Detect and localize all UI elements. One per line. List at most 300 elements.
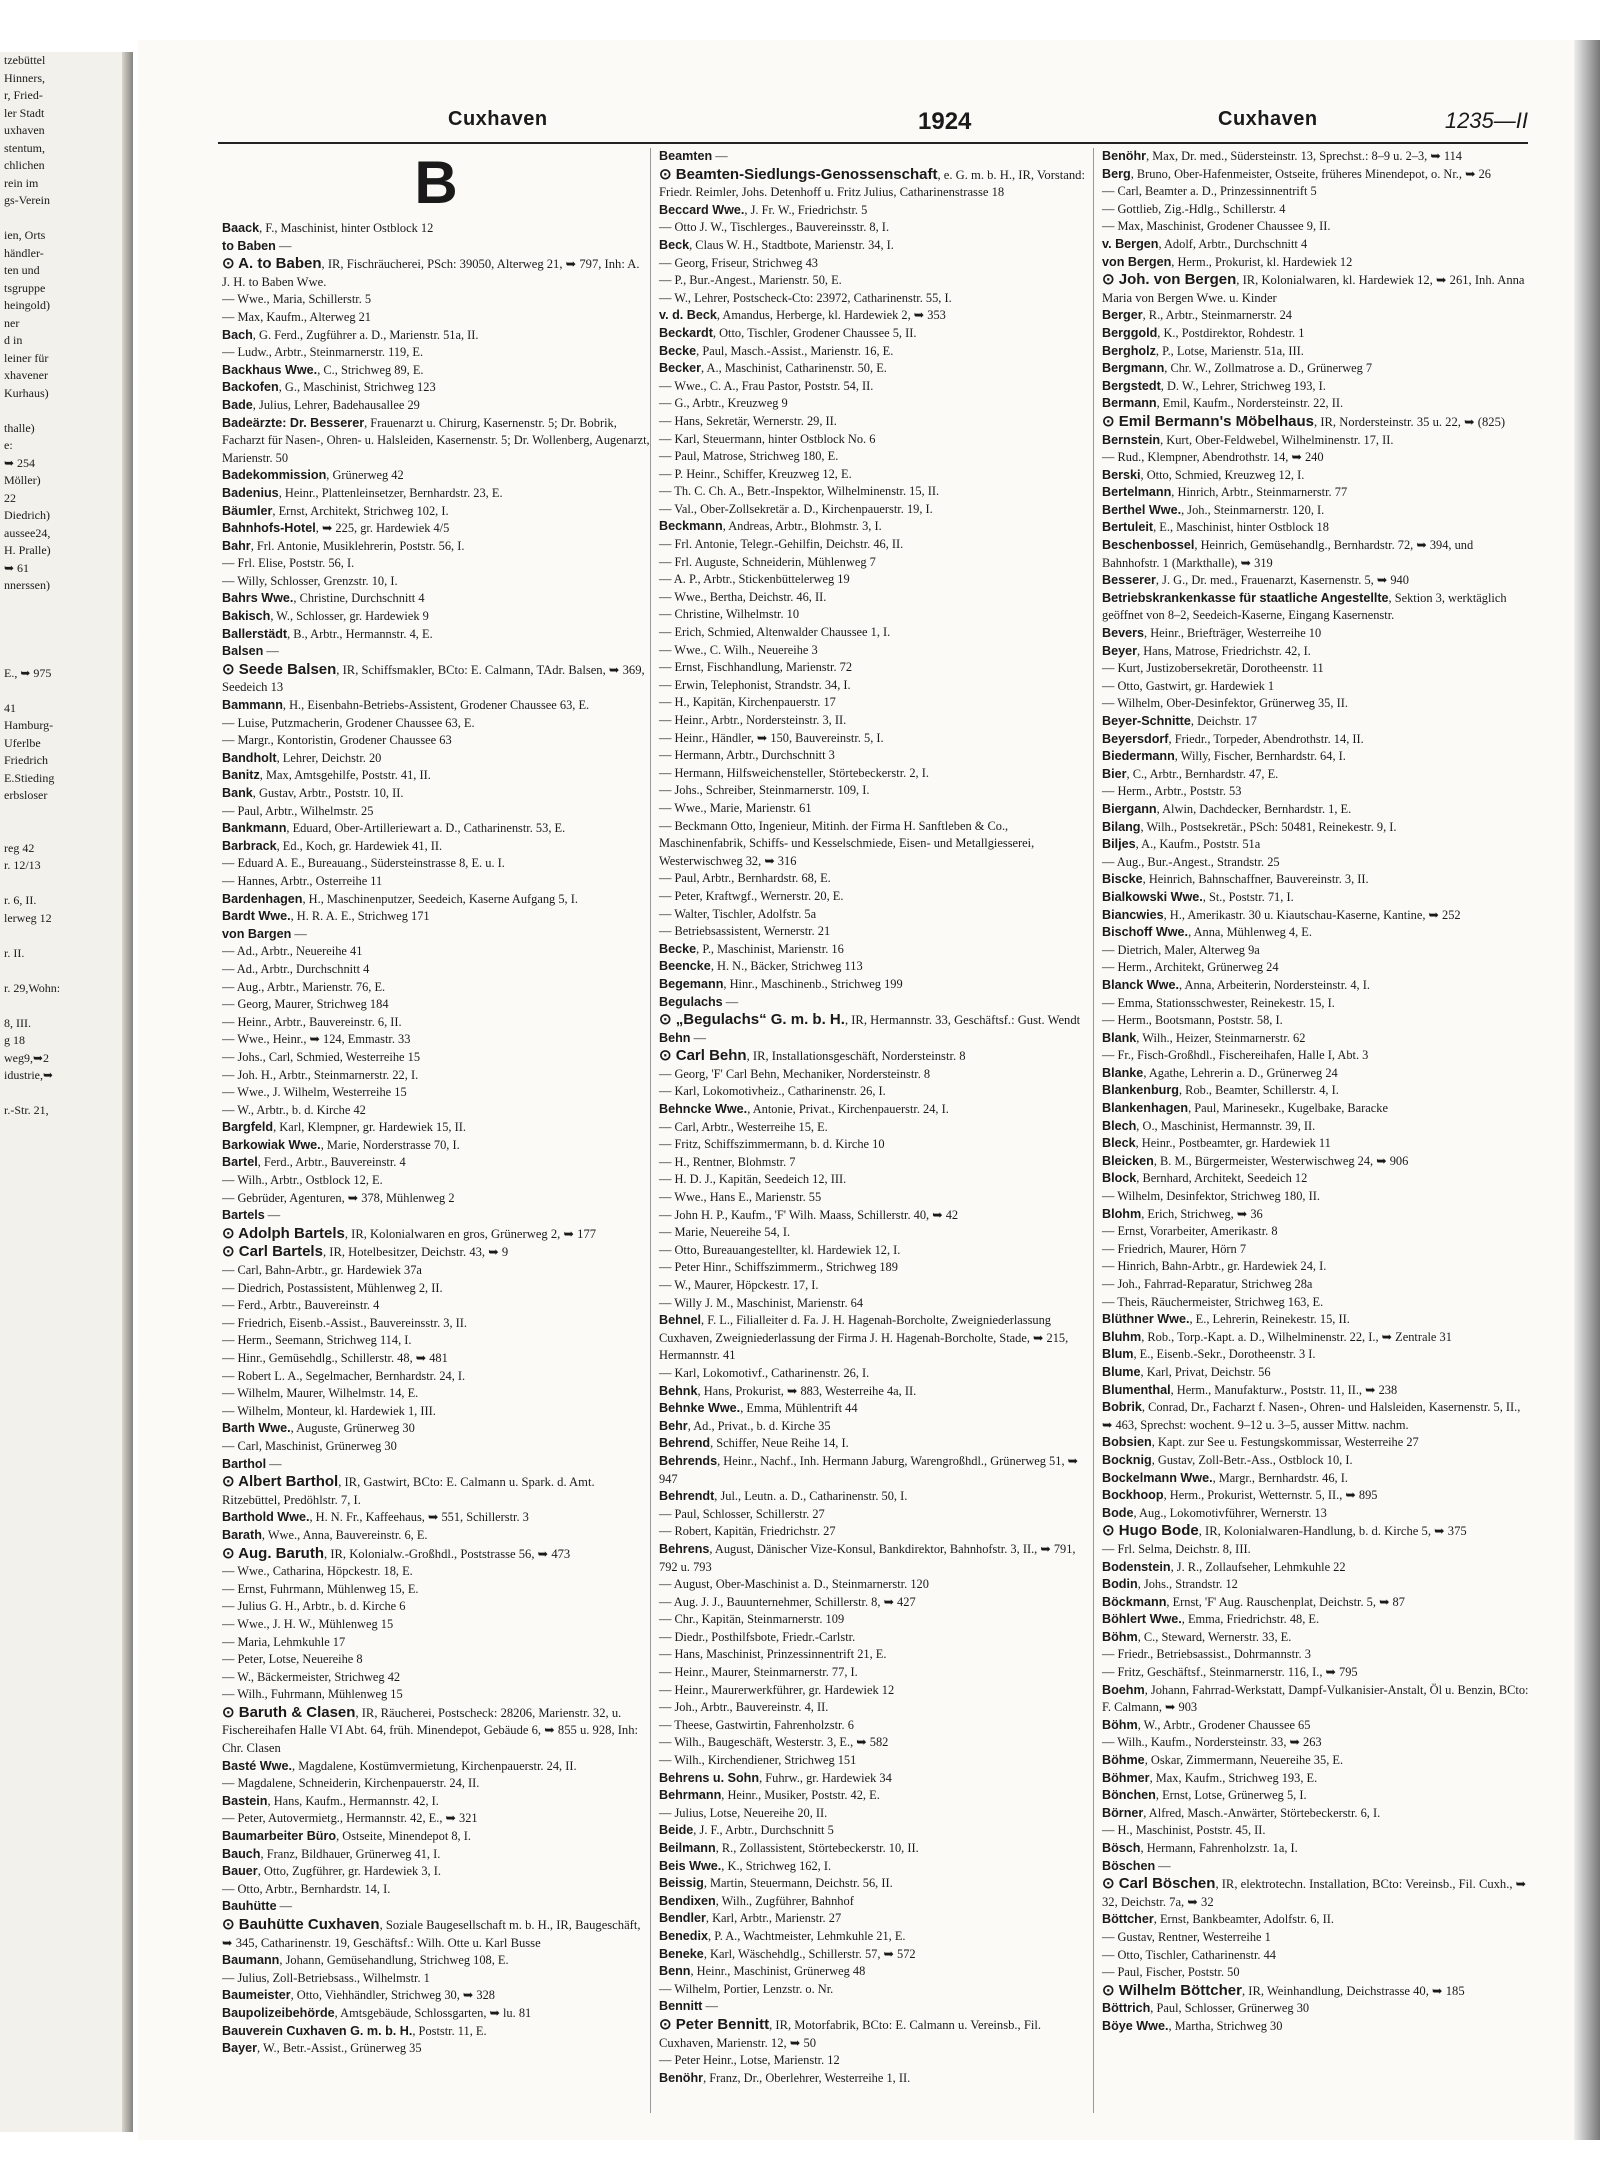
directory-entry: — Hans, Sekretär, Wernerstr. 29, II. <box>659 413 837 428</box>
directory-entry: Becke, Paul, Masch.-Assist., Marienstr. 16, E. <box>659 343 894 358</box>
directory-entry: Bockhoop, Herm., Prokurist, Wetternstr. 5, II., ➥ 895 <box>1102 1488 1378 1503</box>
directory-entry: — Fritz, Schiffszimmermann, b. d. Kirche 10 <box>659 1137 885 1152</box>
directory-entry: — Aug., Bur.-Angest., Strandstr. 25 <box>1102 854 1280 869</box>
directory-entry: — Wilhelm, Ober-Desinfektor, Grünerweg 35, II. <box>1102 696 1348 711</box>
directory-entry: — Hermann, Hilfsweichensteller, Störtebeckerstr. 2, I. <box>659 765 929 780</box>
facing-page-fragment: E.Stieding <box>4 770 55 785</box>
directory-entry: Bluhm, Rob., Torp.-Kapt. a. D., Wilhelminenstr. 22, I., ➥ Zentrale 31 <box>1102 1329 1452 1344</box>
directory-entry: — Paul, Schlosser, Schillerstr. 27 <box>659 1506 825 1521</box>
directory-entry: — H. D. J., Kapitän, Seedeich 12, III. <box>659 1172 847 1187</box>
directory-entry: Bialkowski Wwe., St., Poststr. 71, I. <box>1102 889 1294 904</box>
directory-entry: — Walter, Tischler, Adolfstr. 5a <box>659 906 817 921</box>
directory-entry: — Gebrüder, Agenturen, ➥ 378, Mühlenweg 2 <box>222 1190 455 1205</box>
directory-entry: Bevers, Heinr., Briefträger, Westerreihe 10 <box>1102 626 1322 641</box>
facing-page-fragment <box>0 1085 132 1103</box>
directory-entry: — Aug. J. J., Bauunternehmer, Schillerstr. 8, ➥ 427 <box>659 1594 916 1609</box>
column-3 <box>1093 148 1530 2113</box>
directory-entry: — Th. C. Ch. A., Betr.-Inspektor, Wilhelminenstr. 15, II. <box>659 484 940 499</box>
facing-page-fragment <box>0 612 132 630</box>
facing-page-fragment: Uferlbe <box>4 735 41 750</box>
directory-entry: Biancwies, H., Amerikastr. 30 u. Kiautschau-Kaserne, Kantine, ➥ 252 <box>1102 907 1461 922</box>
directory-entry: — Robert L. A., Segelmacher, Bernhardstr. 24, I. <box>222 1368 466 1383</box>
facing-page-fragment: uxhaven <box>4 123 45 137</box>
directory-entry: Benn, Heinr., Maschinist, Grünerweg 48 <box>659 1964 866 1979</box>
firm-listing: ⊙ Carl Bartels, IR, Hotelbesitzer, Deichstr. 43, ➥ 9 <box>222 1243 509 1261</box>
directory-entry: — Otto, Gastwirt, gr. Hardewiek 1 <box>1102 678 1275 693</box>
directory-entry: — Georg, Friseur, Strichweg 43 <box>659 255 818 270</box>
facing-page-fragment: thalle) <box>4 420 35 435</box>
directory-entry: Behrens, August, Dänischer Vize-Konsul, Bankdirektor, Bahnhofstr. 3, II., ➥ 791, 792 u. 793 <box>659 1541 1076 1574</box>
directory-entry: — Julius, Lotse, Neuereihe 20, II. <box>659 1805 828 1820</box>
directory-entry: — Wilh., Fuhrmann, Mühlenweg 15 <box>222 1687 403 1702</box>
directory-entry: Barthold Wwe., H. N. Fr., Kaffeehaus, ➥ 551, Schillerstr. 3 <box>222 1510 529 1525</box>
facing-page-fragment: ien, Orts <box>4 228 46 242</box>
column-2 <box>650 148 1087 2113</box>
directory-entry: — W., Lehrer, Postscheck-Cto: 23972, Catharinenstr. 55, I. <box>659 290 952 305</box>
directory-entry: Biljes, A., Kaufm., Poststr. 51a <box>1102 837 1261 852</box>
directory-entry: Bahrs Wwe., Christine, Durchschnitt 4 <box>222 591 425 606</box>
directory-entry: Boehm, Johann, Fahrrad-Werkstatt, Dampf-Vulkanisier-Anstalt, Öl u. Benzin, BCto: F. Calmann, ➥ 903 <box>1102 1682 1529 1715</box>
directory-entry: Beamten — <box>659 149 728 163</box>
facing-page-fragment: xhavener <box>4 368 48 382</box>
directory-entry: Berg, Bruno, Ober-Hafenmeister, Ostseite, früheres Minendepot, o. Nr., ➥ 26 <box>1102 166 1491 181</box>
facing-page-fragment: ten und <box>4 263 40 277</box>
directory-entry: — Carl, Bahn-Arbtr., gr. Hardewiek 37a <box>222 1263 422 1278</box>
directory-entry: Begulachs — <box>659 994 739 1009</box>
facing-page-fragment: gs-Verein <box>4 193 50 207</box>
directory-entry: — Friedrich, Maurer, Hörn 7 <box>1102 1241 1247 1256</box>
directory-entry: — Emma, Stationsschwester, Reinekestr. 15, I. <box>1102 995 1335 1010</box>
directory-entry: Börner, Alfred, Masch.-Anwärter, Störtebeckerstr. 6, I. <box>1102 1805 1381 1820</box>
facing-page-fragment: Kurhaus) <box>4 385 49 400</box>
directory-entry: Becker, A., Maschinist, Catharinenstr. 50, E. <box>659 361 887 376</box>
firm-listing: ⊙ Seede Balsen, IR, Schiffsmakler, BCto: E. Calmann, TAdr. Balsen, ➥ 369, Seedeich 13 <box>222 660 645 695</box>
directory-entry: Behrend, Schiffer, Neue Reihe 14, I. <box>659 1436 849 1451</box>
directory-entry: Baack, F., Maschinist, hinter Ostblock 12 <box>222 221 434 235</box>
directory-entry: Blankenburg, Rob., Beamter, Schillerstr. 4, I. <box>1102 1083 1339 1098</box>
directory-entry: Böschen — <box>1102 1858 1171 1873</box>
facing-page-fragment <box>0 210 132 228</box>
directory-entry: — H., Maschinist, Poststr. 45, II. <box>1102 1823 1266 1838</box>
firm-listing: ⊙ Carl Böschen, IR, elektrotechn. Installation, BCto: Vereinsb., Fil. Cuxh., ➥ 32, Deichstr. 7a, ➥ 32 <box>1102 1875 1527 1909</box>
directory-entry: Bastein, Hans, Kaufm., Hermannstr. 42, I. <box>222 1793 439 1808</box>
directory-entry: — Gottlieb, Zig.-Hdlg., Schillerstr. 4 <box>1102 201 1286 216</box>
directory-entry: — Julius G. H., Arbtr., b. d. Kirche 6 <box>222 1599 406 1614</box>
directory-entry: — Margr., Kontoristin, Grodener Chaussee 63 <box>222 733 452 748</box>
directory-entry: — Ernst, Fuhrmann, Mühlenweg 15, E. <box>222 1581 419 1596</box>
directory-entry: — Diedrich, Postassistent, Mühlenweg 2, II. <box>222 1280 443 1295</box>
firm-listing: ⊙ Adolph Bartels, IR, Kolonialwaren en gros, Grünerweg 2, ➥ 177 <box>222 1224 597 1242</box>
directory-entry: Benöhr, Max, Dr. med., Südersteinstr. 13, Sprechst.: 8–9 u. 2–3, ➥ 114 <box>1102 149 1462 163</box>
directory-entry: — Johs., Carl, Schmied, Westerreihe 15 <box>222 1049 421 1064</box>
directory-entry: Barbrack, Ed., Koch, gr. Hardewiek 41, II. <box>222 838 443 853</box>
directory-entry: Beschenbossel, Heinrich, Gemüsehandlg., Bernhardstr. 72, ➥ 394, und Bahnhofstr. 1 (Markthalle), ➥ 319 <box>1102 538 1474 570</box>
directory-entry: — Wwe., J. H. W., Mühlenweg 15 <box>222 1616 394 1631</box>
facing-page-fragment: H. Pralle) <box>4 543 51 557</box>
directory-page <box>138 40 1588 2140</box>
directory-entry: — Peter Heinr., Lotse, Marienstr. 12 <box>659 2053 840 2068</box>
directory-entry: — Heinr., Maurer, Steinmarnerstr. 77, I. <box>659 1665 858 1680</box>
facing-page-fragment <box>0 647 132 665</box>
firm-listing: ⊙ Bauhütte Cuxhaven, Soziale Baugesellschaft m. b. H., IR, Baugeschäft, ➥ 345, Catharinenstr. 19, Geschäftsf.: Wilh. Otte u. Karl Busse <box>222 1916 641 1950</box>
directory-entry: — Frl. Selma, Deichstr. 8, III. <box>1102 1541 1251 1556</box>
facing-page-fragment: ler Stadt <box>4 105 45 120</box>
directory-entry: Bodin, Johs., Strandstr. 12 <box>1102 1577 1238 1592</box>
directory-entry: — Wilhelm, Monteur, kl. Hardewiek 1, III. <box>222 1403 436 1418</box>
directory-entry: v. Bergen, Adolf, Arbtr., Durchschnitt 4 <box>1102 236 1308 251</box>
directory-entry: Beccard Wwe., J. Fr. W., Friedrichstr. 5 <box>659 202 868 217</box>
facing-page-fragment <box>0 822 132 840</box>
facing-page-fragment: 22 <box>4 490 16 505</box>
directory-entry: — Ferd., Arbtr., Bauvereinstr. 4 <box>222 1298 380 1313</box>
directory-entry: — Paul, Fischer, Poststr. 50 <box>1102 1965 1240 1980</box>
directory-entry: — Erwin, Telephonist, Strandstr. 34, I. <box>659 677 851 692</box>
directory-entry: Berski, Otto, Schmied, Kreuzweg 12, I. <box>1102 467 1305 482</box>
facing-page-fragment <box>0 595 132 613</box>
directory-entry: Bauhütte — <box>222 1899 293 1914</box>
directory-entry: Blanke, Agathe, Lehrerin a. D., Grünerweg 24 <box>1102 1065 1338 1080</box>
directory-entry: — Ludw., Arbtr., Steinmarnerstr. 119, E. <box>222 345 424 360</box>
directory-entry: Benöhr, Franz, Dr., Oberlehrer, Westerreihe 1, II. <box>659 2070 911 2085</box>
directory-entry: — Georg, 'F' Carl Behn, Mechaniker, Nordersteinstr. 8 <box>659 1066 931 1081</box>
directory-entry: Bockelmann Wwe., Margr., Bernhardstr. 46, I. <box>1102 1470 1348 1485</box>
directory-entry: — Ernst, Vorarbeiter, Amerikastr. 8 <box>1102 1224 1278 1239</box>
directory-entry: Bammann, H., Eisenbahn-Betriebs-Assistent, Grodener Chaussee 63, E. <box>222 698 590 713</box>
directory-entry: — G., Arbtr., Kreuzweg 9 <box>659 396 788 411</box>
directory-entry: — Otto J. W., Tischlerges., Bauvereinsstr. 8, I. <box>659 220 890 235</box>
directory-entry: Beckardt, Otto, Tischler, Grodener Chaussee 5, II. <box>659 325 917 340</box>
directory-entry: Bergmann, Chr. W., Zollmatrose a. D., Grünerweg 7 <box>1102 361 1373 376</box>
facing-page-fragment: ner <box>4 315 20 330</box>
directory-entry: — Heinr., Arbtr., Nordersteinstr. 3, II. <box>659 713 847 727</box>
directory-entry: — Fritz, Geschäftsf., Steinmarnerstr. 116, I., ➥ 795 <box>1102 1665 1358 1680</box>
directory-entry: Beissig, Martin, Steuermann, Deichstr. 56, II. <box>659 1876 893 1891</box>
facing-page-fragment: reg 42 <box>4 840 35 855</box>
directory-entry: Böhm, C., Steward, Wernerstr. 33, E. <box>1102 1629 1292 1644</box>
facing-page-fragment <box>0 402 132 420</box>
directory-entry: Bakisch, W., Schlosser, gr. Hardewiek 9 <box>222 609 429 624</box>
directory-entry: Bayer, W., Betr.-Assist., Grünerweg 35 <box>222 2041 422 2056</box>
directory-entry: Bischoff Wwe., Anna, Mühlenweg 4, E. <box>1102 925 1312 940</box>
directory-entry: — Heinr., Maurerwerkführer, gr. Hardewiek 12 <box>659 1682 895 1697</box>
directory-entry: — Joh., Fahrrad-Reparatur, Strichweg 28a <box>1102 1277 1313 1291</box>
directory-entry: — Chr., Kapitän, Steinmarnerstr. 109 <box>659 1612 845 1627</box>
directory-entry: — Herm., Seemann, Strichweg 114, I. <box>222 1333 412 1348</box>
facing-page-fragment: d in <box>4 333 23 347</box>
directory-entry: Blech, O., Maschinist, Hermannstr. 39, II. <box>1102 1118 1316 1133</box>
directory-entry: — H., Kapitän, Kirchenpauerstr. 17 <box>659 695 836 710</box>
directory-entry: — A. P., Arbtr., Stickenbüttelerweg 19 <box>659 572 850 587</box>
directory-entry: Bade, Julius, Lehrer, Badehausallee 29 <box>222 397 420 412</box>
directory-entry: Berthel Wwe., Joh., Steinmarnerstr. 120, I. <box>1102 502 1325 517</box>
directory-entry: Bleicken, B. M., Bürgermeister, Westerwischweg 24, ➥ 906 <box>1102 1153 1409 1168</box>
directory-entry: — Theis, Räuchermeister, Strichweg 163, E. <box>1102 1294 1324 1309</box>
directory-entry: — Otto, Tischler, Catharinenstr. 44 <box>1102 1947 1276 1962</box>
facing-page-fragment: weg9,➥2 <box>4 1050 50 1065</box>
directory-entry: — Beckmann Otto, Ingenieur, Mitinh. der Firma H. Sanftleben & Co., Maschinenfabrik, Schiffs- und Kesselschmiede, Eisen- und Metallgiesserei, Westerwischweg 32, ➥ 316 <box>659 818 1035 868</box>
facing-page-fragment: r.-Str. 21, <box>4 1103 49 1117</box>
directory-entry: — Peter, Autovermietg., Hermannstr. 42, E., ➥ 321 <box>222 1811 478 1826</box>
directory-entry: — Ernst, Fischhandlung, Marienstr. 72 <box>659 660 853 675</box>
facing-page-fragment: r. 29,Wohn: <box>4 980 61 995</box>
firm-listing: ⊙ Aug. Baruth, IR, Kolonialw.-Großhdl., Poststrasse 56, ➥ 473 <box>222 1544 571 1562</box>
directory-entry: Bergstedt, D. W., Lehrer, Strichweg 193, I. <box>1102 378 1326 393</box>
directory-entry: Badekommission, Grünerweg 42 <box>222 468 404 483</box>
directory-entry: — W., Maurer, Höpckestr. 17, I. <box>659 1278 819 1292</box>
directory-entry: — Carl, Arbtr., Westerreihe 15, E. <box>659 1119 828 1134</box>
directory-entry: — Wilhelm, Desinfektor, Strichweg 180, II. <box>1102 1189 1320 1204</box>
directory-entry: — Herm., Bootsmann, Poststr. 58, I. <box>1102 1013 1283 1028</box>
directory-entry: Bäumler, Ernst, Architekt, Strichweg 102, I. <box>222 503 449 518</box>
facing-page-fragment <box>0 875 132 893</box>
header-city-right: Cuxhaven <box>1218 108 1318 130</box>
header-page-number: 1235—II <box>1444 108 1528 133</box>
directory-entry: — Luise, Putzmacherin, Grodener Chaussee 63, E. <box>222 715 475 730</box>
directory-entry: — Betriebsassistent, Wernerstr. 21 <box>659 924 831 939</box>
directory-entry: Behrendt, Jul., Leutn. a. D., Catharinenstr. 50, I. <box>659 1489 908 1504</box>
directory-entry: — Robert, Kapitän, Friedrichstr. 27 <box>659 1524 836 1539</box>
directory-entry: Bank, Gustav, Arbtr., Poststr. 10, II. <box>222 786 404 800</box>
directory-entry: — Frl. Antonie, Telegr.-Gehilfin, Deichstr. 46, II. <box>659 537 904 552</box>
directory-entry: Böckmann, Ernst, 'F' Aug. Rauschenplat, Deichstr. 5, ➥ 87 <box>1102 1594 1405 1609</box>
directory-entry: Bargfeld, Karl, Klempner, gr. Hardewiek 15, II. <box>222 1120 466 1135</box>
directory-entry: Böttrich, Paul, Schlosser, Grünerweg 30 <box>1102 2001 1310 2016</box>
directory-entry: Beckmann, Andreas, Arbtr., Blohmstr. 3, I. <box>659 519 882 534</box>
directory-entry: Backofen, G., Maschinist, Strichweg 123 <box>222 380 436 395</box>
directory-entry: Behncke Wwe., Antonie, Privat., Kirchenpauerstr. 24, I. <box>659 1102 949 1117</box>
facing-page-fragment: aussee24, <box>4 525 51 540</box>
directory-entry: — Wwe., Marie, Marienstr. 61 <box>659 800 812 815</box>
directory-entry: Böhlert Wwe., Emma, Friedrichstr. 48, E. <box>1102 1612 1320 1627</box>
directory-entry: Bendler, Karl, Arbtr., Marienstr. 27 <box>659 1911 842 1926</box>
firm-listing: ⊙ Joh. von Bergen, IR, Kolonialwaren, kl. Hardewiek 12, ➥ 261, Inh. Anna Maria von Bergen Wwe. u. Kinder <box>1102 271 1525 305</box>
directory-entry: Beencke, H. N., Bäcker, Strichweg 113 <box>659 959 863 974</box>
facing-page-fragment: Friedrich <box>4 753 48 767</box>
directory-entry: — Wwe., C. Wilh., Neuereihe 3 <box>659 642 818 657</box>
section-letter: B <box>414 149 458 216</box>
firm-listing: ⊙ Hugo Bode, IR, Kolonialwaren-Handlung, b. d. Kirche 5, ➥ 375 <box>1102 1522 1467 1540</box>
header-city-left: Cuxhaven <box>448 108 548 130</box>
facing-page-fragment: 8, III. <box>4 1015 31 1030</box>
directory-entry: Beck, Claus W. H., Stadtbote, Marienstr. 34, I. <box>659 237 894 252</box>
directory-entry: — Karl, Lokomotivheiz., Catharinenstr. 26, I. <box>659 1084 886 1099</box>
directory-entry: — Eduard A. E., Bureauang., Südersteinstrasse 8, E. u. I. <box>222 856 505 871</box>
directory-entry: Becke, P., Maschinist, Marienstr. 16 <box>659 941 844 956</box>
directory-entry: Badeärzte: Dr. Besserer, Frauenarzt u. Chirurg, Kasernenstr. 5; Dr. Bobrik, Facharzt für Nasen-, Ohren- u. Halsleiden, Kasernenstr. 5; Dr. Wollenberg, Augenarzt, Marienstr. 50 <box>222 415 650 465</box>
directory-entry: — Wwe., C. A., Frau Pastor, Poststr. 54, II. <box>659 378 874 393</box>
facing-page-fragment: g 18 <box>4 1033 25 1047</box>
directory-entry: — Fr., Fisch-Großhdl., Fischereihafen, Halle I, Abt. 3 <box>1102 1048 1369 1063</box>
directory-entry: Böhm, W., Arbtr., Grodener Chaussee 65 <box>1102 1717 1311 1732</box>
directory-entry: — Theese, Gastwirtin, Fahrenholzstr. 6 <box>659 1717 854 1732</box>
directory-entry: Bankmann, Eduard, Ober-Artilleriewart a. D., Catharinenstr. 53, E. <box>222 821 566 836</box>
directory-entry: Bennitt — <box>659 1999 718 2014</box>
directory-entry: Behnke Wwe., Emma, Mühlentrift 44 <box>659 1401 858 1416</box>
directory-entry: Böttcher, Ernst, Bankbeamter, Adolfstr. 6, II. <box>1102 1912 1334 1927</box>
directory-entry: Balsen — <box>222 644 279 659</box>
directory-entry: Behr, Ad., Privat., b. d. Kirche 35 <box>659 1418 831 1433</box>
facing-page-fragment <box>0 682 132 700</box>
directory-entry: — Wwe., Hans E., Marienstr. 55 <box>659 1190 822 1205</box>
directory-entry: Blumenthal, Herm., Manufakturw., Poststr. 11, II., ➥ 238 <box>1102 1382 1398 1397</box>
firm-listing: ⊙ Wilhelm Böttcher, IR, Weinhandlung, Deichstrasse 40, ➥ 185 <box>1102 1981 1465 1999</box>
directory-entry: — Johs., Schreiber, Steinmarnerstr. 109, I. <box>659 783 870 798</box>
directory-entry: Bertuleit, E., Maschinist, hinter Ostblock 18 <box>1102 520 1329 535</box>
directory-entry: von Bergen, Herm., Prokurist, kl. Hardewiek 12 <box>1102 254 1353 269</box>
directory-entry: — Hinr., Gemüsehdlg., Schillerstr. 48, ➥ 481 <box>222 1351 448 1365</box>
directory-entry: Benedix, P. A., Wachtmeister, Lehmkuhle 21, E. <box>659 1928 906 1943</box>
directory-entry: — Hermann, Arbtr., Durchschnitt 3 <box>659 748 835 763</box>
directory-entry: — Paul, Arbtr., Bernhardstr. 68, E. <box>659 871 831 886</box>
directory-entry: Blanck Wwe., Anna, Arbeiterin, Nordersteinstr. 4, I. <box>1102 977 1370 992</box>
directory-entry: Böhme, Oskar, Zimmermann, Neuereihe 35, E. <box>1102 1753 1344 1768</box>
directory-entry: Behrens u. Sohn, Fuhrw., gr. Hardewiek 34 <box>659 1770 892 1785</box>
facing-page-fragment: 41 <box>4 700 16 715</box>
firm-listing: ⊙ A. to Baben, IR, Fischräucherei, PSch: 39050, Alterweg 21, ➥ 797, Inh: A. J. H. to Baben Wwe. <box>222 255 640 289</box>
directory-entry: v. d. Beck, Amandus, Herberge, kl. Hardewiek 2, ➥ 353 <box>659 308 946 323</box>
directory-entry: — Wwe., Catharina, Höpckestr. 18, E. <box>222 1564 413 1579</box>
directory-entry: Baumeister, Otto, Viehhändler, Strichweg 30, ➥ 328 <box>222 1988 495 2003</box>
directory-entry: Bauverein Cuxhaven G. m. b. H., Poststr. 11, E. <box>222 2023 487 2038</box>
directory-entry: — Magdalene, Schneiderin, Kirchenpauerstr. 24, II. <box>222 1776 480 1791</box>
directory-entry: — Peter, Kraftwgf., Wernerstr. 20, E. <box>659 888 844 903</box>
directory-entry: Beneke, Karl, Wäschehdlg., Schillerstr. 57, ➥ 572 <box>659 1946 916 1961</box>
directory-entry: Bernstein, Kurt, Ober-Feldwebel, Wilhelminenstr. 17, II. <box>1102 432 1394 447</box>
directory-entry: von Bargen — <box>222 926 307 941</box>
directory-entry: Besserer, J. G., Dr. med., Frauenarzt, Kasernenstr. 5, ➥ 940 <box>1102 573 1409 588</box>
directory-entry: Bleck, Heinr., Postbeamter, gr. Hardewiek 11 <box>1102 1136 1331 1151</box>
facing-page-fragment: r. 6, II. <box>4 893 37 907</box>
directory-entry: — Erich, Schmied, Altenwalder Chaussee 1, I. <box>659 625 891 640</box>
directory-entry: — Ad., Arbtr., Durchschnitt 4 <box>222 961 370 976</box>
directory-entry: Behnel, F. L., Filialleiter d. Fa. J. H. Hagenah-Borcholte, Zweigniederlassung Cuxhaven, Zweigniederlassung der Firma J. H. Hagenah-Borcholte, Stade, ➥ 215, Hermannstr. 41 <box>659 1313 1069 1363</box>
firm-listing: ⊙ Emil Bermann's Möbelhaus, IR, Nordersteinstr. 35 u. 22, ➥ (825) <box>1102 412 1506 430</box>
facing-page-fragment: tsgruppe <box>4 280 46 295</box>
directory-entry: — H., Rentner, Blohmstr. 7 <box>659 1154 796 1169</box>
directory-entry: — Ad., Arbtr., Neuereihe 41 <box>222 944 363 959</box>
directory-entry: — Hannes, Arbtr., Osterreihe 11 <box>222 873 383 888</box>
column-1 <box>222 148 650 2113</box>
directory-entry: — Paul, Matrose, Strichweg 180, E. <box>659 449 839 464</box>
directory-entry: — Wilhelm, Portier, Lenzstr. o. Nr. <box>659 1981 834 1996</box>
directory-entry: — Joh. H., Arbtr., Steinmarnerstr. 22, I. <box>222 1067 419 1082</box>
directory-entry: Begemann, Hinr., Maschinenb., Strichweg 199 <box>659 976 903 991</box>
directory-entry: Biergann, Alwin, Dachdecker, Bernhardstr. 1, E. <box>1102 801 1352 816</box>
directory-entry: — Willy J. M., Maschinist, Marienstr. 64 <box>659 1295 864 1310</box>
directory-entry: Beyer, Hans, Matrose, Friedrichstr. 42, I. <box>1102 643 1311 658</box>
directory-entry: — Karl, Lokomotivf., Catharinenstr. 26, I. <box>659 1365 870 1380</box>
facing-page-fragment: Hamburg- <box>4 718 54 732</box>
directory-entry: Behrends, Heinr., Nachf., Inh. Hermann Jaburg, Warengroßhdl., Grünerweg 51, ➥ 947 <box>659 1453 1079 1486</box>
directory-entry: Badenius, Heinr., Plattenleinsetzer, Bernhardstr. 23, E. <box>222 485 503 500</box>
facing-page-fragment: Hinners, <box>4 70 45 85</box>
directory-entry: Blum, E., Eisenb.-Sekr., Dorotheenstr. 3 I. <box>1102 1347 1316 1362</box>
directory-entry: Beide, J. F., Arbtr., Durchschnitt 5 <box>659 1823 834 1838</box>
directory-entry: Bartel, Ferd., Arbtr., Bauvereinstr. 4 <box>222 1155 406 1170</box>
facing-page-fragment: idustrie,➥ <box>4 1068 54 1082</box>
directory-entry: Bahnhofs-Hotel, ➥ 225, gr. Hardewiek 4/5 <box>222 521 450 536</box>
directory-entry: — Frl. Auguste, Schneiderin, Mühlenweg 7 <box>659 554 876 569</box>
directory-entry: Blüthner Wwe., E., Lehrerin, Reinekestr. 15, II. <box>1102 1312 1350 1327</box>
directory-entry: Ballerstädt, B., Arbtr., Hermannstr. 4, E. <box>222 626 433 641</box>
firm-listing: ⊙ Peter Bennitt, IR, Motorfabrik, BCto: E. Calmann u. Vereinsb., Fil. Cuxhaven, Marienstr. 12, ➥ 50 <box>659 2015 1042 2050</box>
facing-page-fragment <box>0 630 132 648</box>
directory-entry: — Max, Kaufm., Alterweg 21 <box>222 309 372 324</box>
facing-page-fragment: Möller) <box>4 473 41 487</box>
directory-entry: — Aug., Arbtr., Marienstr. 76, E. <box>222 979 386 994</box>
directory-entry: — Rud., Klempner, Abendrothstr. 14, ➥ 240 <box>1102 450 1324 465</box>
directory-entry: — Peter, Lotse, Neuereihe 8 <box>222 1652 363 1667</box>
directory-entry: Bermann, Emil, Kaufm., Nordersteinstr. 22, II. <box>1102 396 1344 411</box>
directory-entry: Biedermann, Willy, Fischer, Bernhardstr. 64, I. <box>1102 749 1346 764</box>
directory-entry: Böye Wwe., Martha, Strichweg 30 <box>1102 2018 1283 2033</box>
directory-entry: Barthol — <box>222 1456 282 1471</box>
facing-page-fragment: tzebüttel <box>4 53 46 67</box>
directory-entry: Bobsien, Kapt. zur See u. Festungskommissar, Westerreihe 27 <box>1102 1435 1419 1450</box>
directory-entry: — Dietrich, Maler, Alterweg 9a <box>1102 942 1260 957</box>
directory-entry: Bier, C., Arbtr., Bernhardstr. 47, E. <box>1102 766 1279 781</box>
directory-entry: Bauer, Otto, Zugführer, gr. Hardewiek 3, I. <box>222 1864 441 1879</box>
directory-entry: Bartels — <box>222 1208 281 1223</box>
directory-entry: Berggold, K., Postdirektor, Rohdestr. 1 <box>1102 325 1305 340</box>
directory-entry: Beyer-Schnitte, Deichstr. 17 <box>1102 714 1257 728</box>
directory-entry: Baumann, Johann, Gemüsehandlung, Strichweg 108, E. <box>222 1953 509 1968</box>
directory-entry: — Karl, Steuermann, hinter Ostblock No. 6 <box>659 431 876 446</box>
facing-page-fragment: erbsloser <box>4 788 48 802</box>
directory-entry: — Heinr., Arbtr., Bauvereinstr. 6, II. <box>222 1014 402 1029</box>
header-year: 1924 <box>918 108 972 135</box>
facing-page-fragment: lerweg 12 <box>4 910 52 925</box>
directory-entry: — P. Heinr., Schiffer, Kreuzweg 12, E. <box>659 466 852 481</box>
facing-page-fragment: r, Fried- <box>4 88 43 102</box>
directory-entry: — Diedr., Posthilfsbote, Friedr.-Carlstr. <box>659 1629 856 1644</box>
directory-entry: — Hinrich, Bahn-Arbtr., gr. Hardewiek 24, I. <box>1102 1259 1327 1274</box>
facing-page-fragment: stentum, <box>4 140 45 155</box>
directory-entry: Behrmann, Heinr., Musiker, Poststr. 42, E. <box>659 1788 880 1803</box>
directory-entry: Behnk, Hans, Prokurist, ➥ 883, Westerreihe 4a, II. <box>659 1383 917 1398</box>
directory-entry: — Julius, Zoll-Betriebsass., Wilhelmstr. 1 <box>222 1970 430 1985</box>
facing-page-fragment: e: <box>4 438 13 452</box>
directory-entry: — Willy, Schlosser, Grenzstr. 10, I. <box>222 573 398 588</box>
directory-entry: — Carl, Maschinist, Grünerweg 30 <box>222 1438 397 1453</box>
directory-entry: Bauch, Franz, Bildhauer, Grünerweg 41, I. <box>222 1846 441 1861</box>
directory-entry: Bardenhagen, H., Maschinenputzer, Seedeich, Kaserne Aufgang 5, I. <box>222 891 578 906</box>
directory-entry: — Herm., Arbtr., Poststr. 53 <box>1102 784 1242 799</box>
facing-page-fragment: leiner für <box>4 350 49 365</box>
firm-listing: ⊙ Beamten-Siedlungs-Genossenschaft, e. G. m. b. H., IR, Vorstand: Friedr. Reimler, Johs. Detenhoff u. Fritz Julius, Catharinenstrasse 18 <box>659 165 1085 200</box>
facing-page-fragment: ➥ 254 <box>4 455 36 470</box>
directory-entry: Blume, Karl, Privat, Deichstr. 56 <box>1102 1364 1271 1379</box>
directory-entry: — Friedrich, Eisenb.-Assist., Bauvereinsstr. 3, II. <box>222 1315 468 1330</box>
directory-entry: Beyersdorf, Friedr., Torpeder, Abendrothstr. 14, II. <box>1102 731 1364 746</box>
directory-entry: Block, Bernhard, Architekt, Seedeich 12 <box>1102 1171 1308 1186</box>
directory-entry: — Frl. Elise, Poststr. 56, I. <box>222 556 355 571</box>
facing-page-fragment <box>0 927 132 945</box>
facing-page-fragment: E., ➥ 975 <box>4 665 52 680</box>
facing-page-fragment: ➥ 61 <box>4 560 30 575</box>
directory-entry: — Wwe., J. Wilhelm, Westerreihe 15 <box>222 1085 407 1100</box>
directory-entry: Bilang, Wilh., Postsekretär., PSch: 50481, Reinekestr. 9, I. <box>1102 819 1397 834</box>
directory-entry: — August, Ober-Maschinist a. D., Steinmarnerstr. 120 <box>659 1577 929 1592</box>
directory-entry: Bardt Wwe., H. R. A. E., Strichweg 171 <box>222 909 430 924</box>
directory-entry: Bobrik, Conrad, Dr., Facharzt f. Nasen-, Ohren- und Halsleiden, Kasernenstr. 5, II., ➥ 463, Sprechst: wochent. 9–12 u. 3–5, ausser Mittw. nachm. <box>1102 1400 1521 1432</box>
directory-entry: Bach, G. Ferd., Zugführer a. D., Marienstr. 51a, II. <box>222 327 479 342</box>
directory-entry: Bahr, Frl. Antonie, Musiklehrerin, Poststr. 56, I. <box>222 538 465 553</box>
directory-entry: Bösch, Hermann, Fahrenholzstr. 1a, I. <box>1102 1841 1298 1855</box>
directory-entry: Blank, Wilh., Heizer, Steinmarnerstr. 62 <box>1102 1030 1306 1045</box>
directory-entry: — Wilh., Arbtr., Ostblock 12, E. <box>222 1173 383 1188</box>
directory-entry: — Georg, Maurer, Strichweg 184 <box>222 997 389 1012</box>
